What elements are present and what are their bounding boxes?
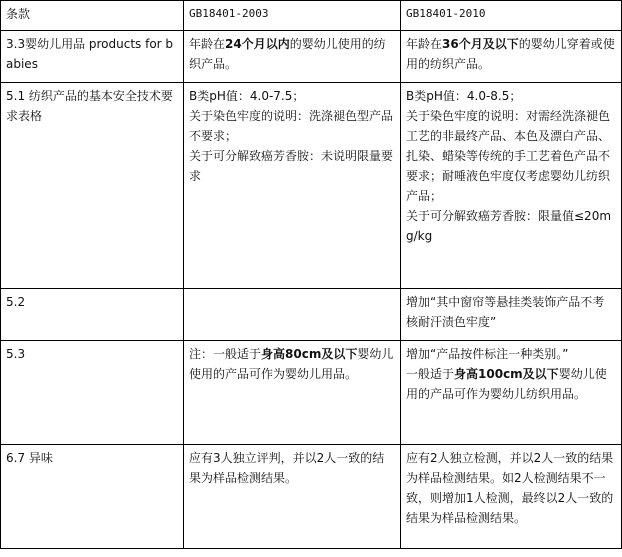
gb2010-cell: 增加“其中窗帘等悬挂类装饰产品不考核耐汗渍色牢度” [401, 289, 622, 341]
text-segment: 婴幼儿使用的产品可作为婴幼儿纺织用品。 [406, 367, 607, 401]
clause-cell: 3.3婴幼儿用品 products for babies [1, 31, 184, 83]
header-clause: 条款 [1, 1, 184, 31]
text-line: B类pH值：4.0-7.5； [189, 89, 305, 103]
gb2010-cell [401, 341, 622, 445]
bold-text-segment: 36个月及以下 [442, 37, 519, 51]
text-segment: 年龄在 [406, 37, 443, 51]
gb2003-cell [184, 31, 401, 83]
bold-text-segment: 身高100cm及以下 [454, 367, 559, 381]
text-line: 关于染色牢度的说明：对需经洗涤褪色工艺的非最终产品、本色及漂白产品、扎染、蜡染等传统的手工艺着色产品不要求；耐唾液色牢度仅考虑婴幼儿纺织产品； [406, 109, 611, 203]
header-gb2010: GB18401-2010 [401, 1, 622, 31]
table-row [1, 83, 622, 289]
gb2010-cell: 应有2人独立检测，并以2人一致的结果为样品检测结果。如2人检测结果不一致，则增加1人检测，最终以2人一致的结果为样品检测结果。 [401, 445, 622, 549]
text-line [406, 364, 616, 404]
bold-text-segment: 身高80cm及以下 [261, 347, 358, 361]
text-line: 关于染色牢度的说明：洗涤褪色型产品不要求； [189, 109, 394, 143]
table-row [1, 445, 622, 549]
table-header-row [1, 1, 622, 31]
text-segment: 的婴幼儿穿着或使用的纺织产品。 [406, 37, 615, 71]
text-segment: 注：一般适于 [189, 347, 262, 361]
gb2010-cell [401, 31, 622, 83]
text-line: 关于可分解致癌芳香胺：限量值≤20mg/kg [406, 209, 612, 243]
gb2010-cell [401, 83, 622, 289]
table-row [1, 289, 622, 341]
gb2003-cell [184, 341, 401, 445]
clause-cell: 5.1 纺织产品的基本安全技术要求表格 [1, 83, 184, 289]
table-row [1, 31, 622, 83]
clause-cell: 6.7 异味 [1, 445, 184, 549]
text-segment: 一般适于 [406, 367, 455, 381]
bold-text-segment: 24个月以内 [225, 37, 290, 51]
text-line: 关于可分解致癌芳香胺：未说明限量要求 [189, 149, 394, 183]
header-gb2003: GB18401-2003 [184, 1, 401, 31]
clause-cell: 5.3 [1, 341, 184, 445]
text-line: 增加“产品按件标注一种类别。” [406, 347, 569, 361]
gb2003-cell: 应有3人独立评判，并以2人一致的结果为样品检测结果。 [184, 445, 401, 549]
text-line: B类pH值：4.0-8.5； [406, 89, 522, 103]
gb2003-cell [184, 83, 401, 289]
text-segment: 年龄在 [189, 37, 226, 51]
table-row [1, 341, 622, 445]
text-segment: 婴幼儿使用的产品可作为婴幼儿用品。 [189, 347, 394, 381]
clause-cell: 5.2 [1, 289, 184, 341]
text-segment: 的婴幼儿使用的纺织产品。 [189, 37, 386, 71]
gb2003-cell [184, 289, 401, 341]
